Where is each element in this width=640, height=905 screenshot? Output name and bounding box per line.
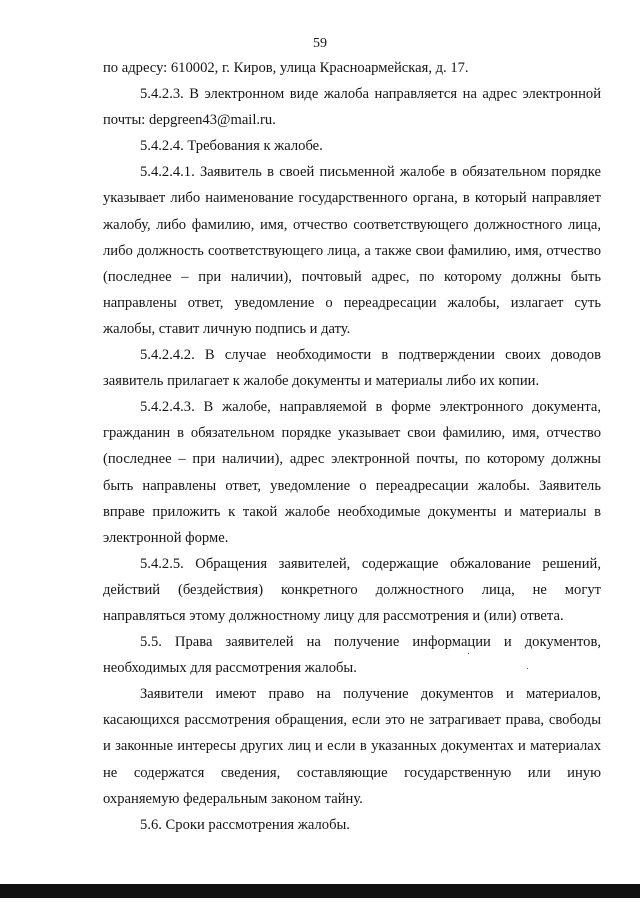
scan-speck bbox=[527, 668, 528, 669]
scan-speck bbox=[468, 653, 469, 654]
paragraph-5-4-2-4-2: 5.4.2.4.2. В случае необходимости в подтверждении своих доводов заявитель прилагает к жалобе документы и материалы либо их копии. bbox=[103, 347, 601, 390]
document-body bbox=[103, 55, 601, 838]
paragraph-address: по адресу: 610002, г. Киров, улица Красноармейская, д. 17. bbox=[103, 60, 469, 76]
page-number: 59 bbox=[313, 36, 327, 51]
paragraph-5-4-2-4-3: 5.4.2.4.3. В жалобе, направляемой в форме электронного документа, гражданин в обязательном порядке указывает свои фамилию, имя, отчество (последнее – при наличии), адрес электронной почты, по которому должны быть направлены ответ, уведомление о переадресации жалобы. Заявитель вправе приложить к такой жалобе необходимые документы и материалы в электронной форме. bbox=[103, 399, 601, 546]
paragraph-5-5: 5.5. Права заявителей на получение информации и документов, необходимых для рассмотрения жалобы. bbox=[103, 634, 601, 677]
paragraph-5-4-2-4: 5.4.2.4. Требования к жалобе. bbox=[140, 138, 323, 155]
paragraph-5-4-2-5: 5.4.2.5. Обращения заявителей, содержащие обжалование решений, действий (бездействия) конкретного должностного лица, не могут направляться этому должностному лицу для рассмотрения и (или) ответа. bbox=[103, 555, 601, 624]
paragraph-5-4-2-3: 5.4.2.3. В электронном виде жалоба направляется на адрес электронной почты: depgreen43@mail.ru. bbox=[103, 86, 601, 129]
paragraph-5-6: 5.6. Сроки рассмотрения жалобы. bbox=[140, 816, 350, 833]
paragraph-5-4-2-4-1: 5.4.2.4.1. Заявитель в своей письменной жалобе в обязательном порядке указывает либо наименование государственного органа, в который направляет жалобу, либо фамилию, имя, отчество соответствующего должностного лица, либо должность соответствующего лица, а также свои фамилию, имя, отчество (последнее – при наличии), почтовый адрес, по которому должны быть направлены ответ, уведомление о переадресации жалобы, излагает суть жалобы, ставит личную подпись и дату. bbox=[103, 164, 601, 337]
paragraph-rights: Заявители имеют право на получение документов и материалов, касающихся рассмотрения обращения, если это не затрагивает права, свободы и законные интересы других лиц и если в указанных документах и материалах не содержатся сведения, составляющие государственную или иную охраняемую федеральным законом тайну. bbox=[103, 686, 601, 807]
scan-bottom-edge bbox=[0, 884, 640, 898]
